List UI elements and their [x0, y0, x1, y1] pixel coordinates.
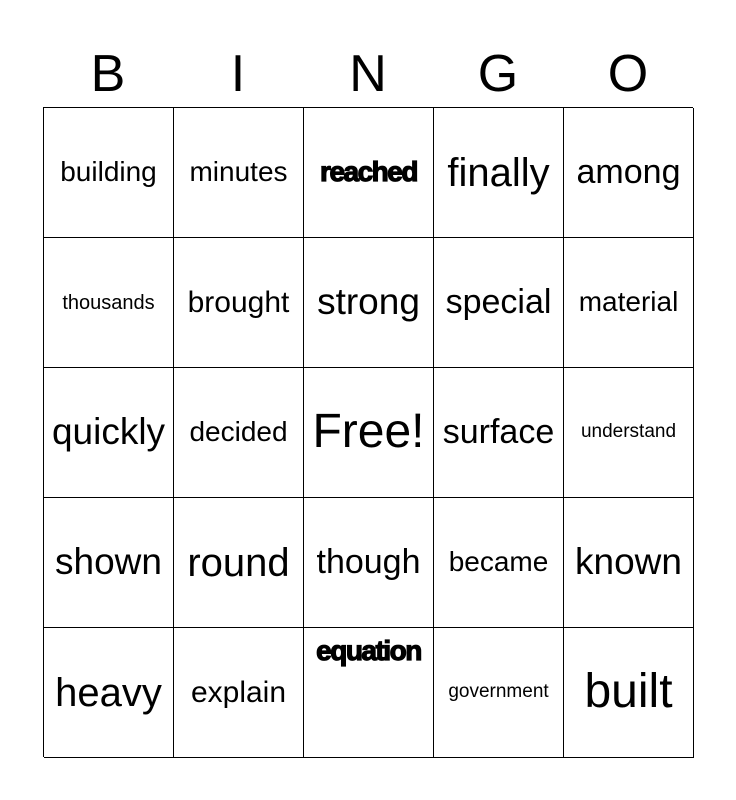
- bingo-cell: strong: [304, 238, 434, 368]
- bingo-cell: brought: [174, 238, 304, 368]
- bingo-cell: known: [564, 498, 694, 628]
- bingo-cell: though: [304, 498, 434, 628]
- bingo-cell: understand: [564, 368, 694, 498]
- bingo-cell: reached: [304, 108, 434, 238]
- bingo-cell: quickly: [44, 368, 174, 498]
- bingo-cell: special: [434, 238, 564, 368]
- bingo-cell: became: [434, 498, 564, 628]
- bingo-cell: surface: [434, 368, 564, 498]
- header-letter-o: O: [607, 45, 649, 103]
- bingo-cell: round: [174, 498, 304, 628]
- bingo-cell: finally: [434, 108, 564, 238]
- bingo-cell: decided: [174, 368, 304, 498]
- bingo-cell: building: [44, 108, 174, 238]
- bingo-cell: thousands: [44, 238, 174, 368]
- bingo-board: [43, 107, 693, 757]
- header-letter-b: B: [90, 45, 126, 103]
- free-space-cell: Free!: [304, 368, 434, 498]
- bingo-cell: equation: [304, 628, 434, 758]
- header-letter-n: N: [349, 45, 387, 103]
- bingo-cell: explain: [174, 628, 304, 758]
- bingo-cell: built: [564, 628, 694, 758]
- bingo-cell: shown: [44, 498, 174, 628]
- bingo-cell: government: [434, 628, 564, 758]
- bingo-cell: heavy: [44, 628, 174, 758]
- bingo-header: [43, 44, 693, 104]
- bingo-cell: among: [564, 108, 694, 238]
- bingo-cell: material: [564, 238, 694, 368]
- header-letter-i: I: [230, 45, 246, 103]
- header-letter-g: G: [477, 45, 519, 103]
- bingo-cell: minutes: [174, 108, 304, 238]
